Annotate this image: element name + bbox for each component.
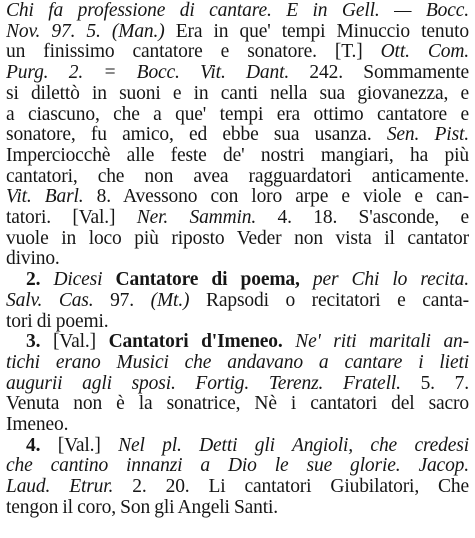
sense-3 xyxy=(6,332,469,436)
text-line xyxy=(6,208,469,229)
text-line xyxy=(6,291,469,312)
text-segment: sonatore, fu amico, ed ebbe sua usanza. xyxy=(6,125,387,146)
text-segment: Venuta non è la sonatrice, Nè i cantatori del sacro xyxy=(6,394,469,415)
text-segment: vuole in loco più riposto Veder non vista il cantator xyxy=(6,228,469,249)
text-segment: tengon il coro, Son gli Angeli Santi. xyxy=(6,497,279,518)
entry-definition xyxy=(6,1,469,270)
text-segment: [Val.] xyxy=(57,435,119,456)
text-line xyxy=(6,63,469,84)
text-line xyxy=(6,42,469,63)
text-segment: 97. xyxy=(93,290,151,311)
text-line xyxy=(6,229,469,250)
text-segment: che cantino innanzi a Dio le sue glorie. Jacop. xyxy=(6,456,469,477)
text-segment: Nel pl. Detti gli Angioli, che credesi xyxy=(118,435,469,456)
text-segment: Nov. 97. 5. (Man.) xyxy=(6,21,165,42)
text-segment: per Chi lo recita. xyxy=(299,270,469,291)
text-segment: tori di poemi. xyxy=(6,311,109,332)
text-segment: Laud. Etrur. xyxy=(6,477,114,498)
text-line xyxy=(6,353,469,374)
text-segment: 242. Sommamente xyxy=(289,63,469,84)
text-segment: tatori. [Val.] xyxy=(6,208,137,229)
text-segment: (Mt.) xyxy=(150,290,190,311)
text-line xyxy=(6,477,469,498)
text-line xyxy=(6,84,469,105)
text-segment: un finissimo cantatore e sonatore. [T.] xyxy=(6,42,381,63)
text-segment: Dicesi xyxy=(53,270,116,291)
text-line xyxy=(6,187,469,208)
text-segment: Sen. Pist. xyxy=(386,125,469,146)
text-segment: a ciascuno, che a que' tempi era ottimo cantatore e xyxy=(6,104,469,125)
text-line xyxy=(6,270,469,291)
text-segment: 4. xyxy=(26,435,58,456)
text-segment: 2. xyxy=(26,270,54,291)
text-segment: Ner. Sammin. xyxy=(136,208,257,229)
sense-2 xyxy=(6,270,469,332)
text-line xyxy=(6,374,469,395)
text-segment: Cantatore di poema, xyxy=(115,270,300,291)
text-segment: [Val.] xyxy=(52,332,109,353)
text-line xyxy=(6,22,469,43)
text-line xyxy=(6,167,469,188)
text-segment: divino. xyxy=(6,249,60,270)
text-segment: Salv. Cas. xyxy=(6,290,94,311)
text-segment: augurii agli sposi. Fortig. Terenz. Fratell. xyxy=(6,373,401,394)
text-line xyxy=(6,456,469,477)
text-segment: Ott. Com. xyxy=(380,42,469,63)
text-line xyxy=(6,394,469,415)
text-segment: Chi fa professione di cantare. E in Gell. — Bocc. xyxy=(6,1,469,21)
text-segment: Purg. 2. = Bocc. Vit. Dant. xyxy=(6,63,290,84)
text-segment: tichi erano Musici che andavano a cantare i lieti xyxy=(6,352,469,373)
text-line xyxy=(6,498,469,519)
text-segment: si dilettò in suoni e in canti nella sua giovanezza, e xyxy=(6,83,469,104)
text-segment: 8. Avessono con loro arpe e viole e can- xyxy=(83,187,469,208)
text-line xyxy=(6,415,469,436)
text-line xyxy=(6,146,469,167)
text-line xyxy=(6,312,469,333)
text-segment: Ne' riti maritali an- xyxy=(282,332,469,353)
text-segment: Rapsodi o recitatori e canta- xyxy=(189,290,469,311)
text-segment: 2. 20. Li cantatori Giubilatori, Che xyxy=(113,477,469,498)
text-line xyxy=(6,105,469,126)
text-segment: 5. 7. xyxy=(400,373,469,394)
text-line xyxy=(6,249,469,270)
text-segment: Imperciocchè alle feste de' nostri mangiari, ha più xyxy=(6,145,469,166)
text-segment: Cantatori d'Imeneo. xyxy=(108,332,283,353)
text-segment: 4. 18. S'asconde, e xyxy=(256,208,469,229)
text-line xyxy=(6,125,469,146)
text-segment: Imeneo. xyxy=(6,415,69,436)
sense-4 xyxy=(6,436,469,519)
text-line xyxy=(6,332,469,353)
text-line xyxy=(6,1,469,22)
text-segment: cantatori, che non avea ragguardatori anticamente. xyxy=(6,166,469,187)
text-segment: Era in que' tempi Minuccio tenuto xyxy=(164,21,469,42)
text-segment: Vit. Barl. xyxy=(6,187,84,208)
text-line xyxy=(6,436,469,457)
text-segment: 3. xyxy=(26,332,53,353)
